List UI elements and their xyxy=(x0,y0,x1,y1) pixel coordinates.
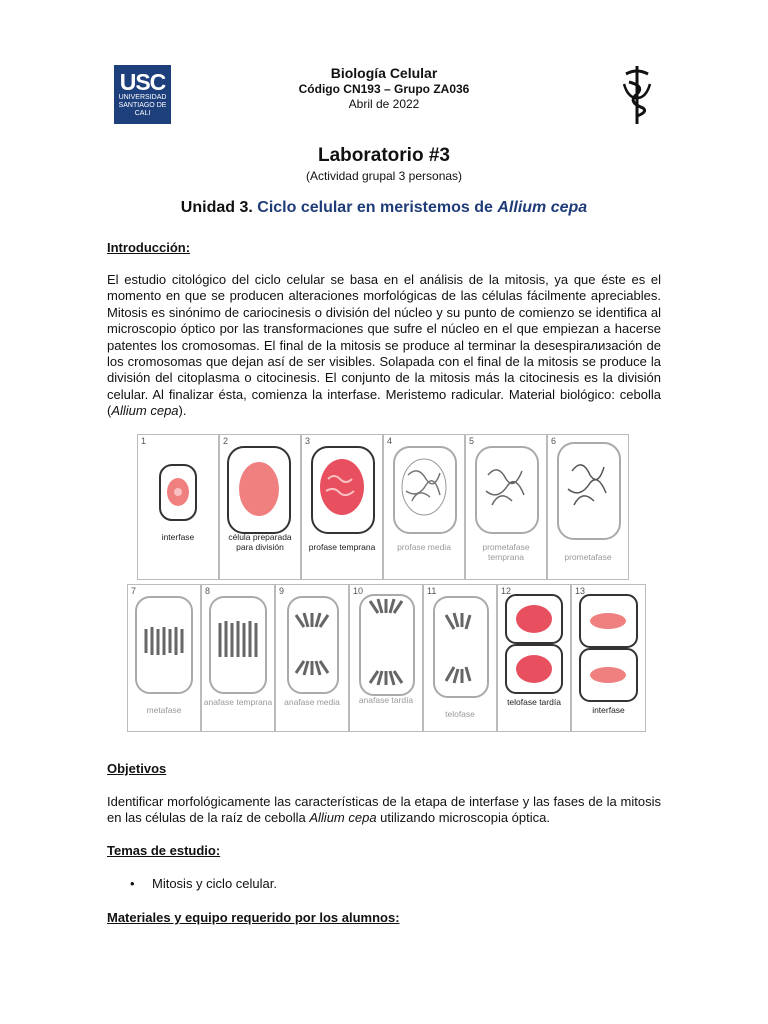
intro-body-end: ). xyxy=(178,403,187,419)
lab-title: Laboratorio #3 xyxy=(318,145,450,166)
unit-title xyxy=(0,199,768,217)
course-title: Biología Celular xyxy=(330,65,438,81)
cell-label: profase temprana xyxy=(308,542,376,552)
figure-cell: 1 interfase xyxy=(137,434,219,580)
intro-paragraph xyxy=(107,272,661,420)
objectives-heading: Objetivos xyxy=(107,761,167,776)
unit-species: Allium cepa xyxy=(497,199,588,216)
cell-label: profase media xyxy=(397,542,451,552)
mitosis-figure xyxy=(127,434,644,730)
cell-label: anafase media xyxy=(284,697,340,707)
objectives-body: Identificar morfológicamente las características de la etapa de interfase y las fases de la mitosis en las células de la raíz de cebolla xyxy=(107,794,661,826)
materials-heading: Materiales y equipo requerido por los alumnos: xyxy=(107,910,400,925)
intro-species: Allium cepa xyxy=(111,403,179,419)
objectives-species: Allium cepa xyxy=(309,810,377,826)
objectives-paragraph xyxy=(107,794,661,827)
figure-cell: 3 profase temprana xyxy=(301,434,383,580)
cell-label: interfase xyxy=(592,705,625,715)
figure-cell: 4 profase media xyxy=(383,434,465,580)
cell-label: interfase xyxy=(161,532,195,542)
logo-text: USC xyxy=(119,69,166,95)
cell-label: prometafase xyxy=(564,552,612,562)
figure-cell: 7 metafase xyxy=(127,584,201,732)
figure-cell: 2 célula preparada para división xyxy=(219,434,301,580)
figure-cell: 5 prometafase temprana xyxy=(465,434,547,580)
bullet-icon: • xyxy=(130,876,135,891)
logo-subtext: UNIVERSIDAD SANTIAGO DE CALI xyxy=(118,94,167,117)
figure-cell: 11 telofase xyxy=(423,584,497,732)
course-code: Código CN193 – Grupo ZA036 xyxy=(298,82,470,96)
cell-label: telofase tardía xyxy=(507,697,561,707)
intro-body: El estudio citológico del ciclo celular se basa en el análisis de la mitosis, ya que éste es el momento en que se producen alteraciones morfológicas de las células fácilmente apreciables. Mitosis es sinónimo de cariocinesis o división del núcleo y su punto de comienzo se identifica al microscopio óptico por las transformaciones que sufre el núcleo en el que empiezan a hacerse patentes los cromosomas. El final de la mitosis se produce al terminar la desespirализación de los cromosomas que dejan así de ser visibles. Solapada con el final de la mitosis se produce la división del citoplasma o citocinesis. El conjunto de la mitosis más la citocinesis es la división celular. Al finalizar ésta, comienza la interfase. Meristemo radicular. Material biológico: cebolla ( xyxy=(107,272,661,419)
unit-name: Ciclo celular en meristemos de xyxy=(257,199,493,216)
cell-label: célula preparada para división xyxy=(228,532,292,552)
cell-label: prometafase temprana xyxy=(482,542,530,562)
cell-label: telofase xyxy=(445,709,475,719)
intro-heading: Introducción: xyxy=(107,240,191,255)
unit-prefix: Unidad 3. xyxy=(180,199,253,216)
course-date: Abril de 2022 xyxy=(348,97,420,111)
list-item: Mitosis y ciclo celular. xyxy=(152,876,277,891)
cell-label: anafase tardía xyxy=(358,695,414,705)
topics-heading: Temas de estudio: xyxy=(107,843,221,858)
figure-cell: 8 anafase temprana xyxy=(201,584,275,732)
objectives-body-end: utilizando microscopia óptica. xyxy=(376,810,550,826)
cell-label: metafase xyxy=(146,705,182,715)
lab-subtitle: (Actividad grupal 3 personas) xyxy=(305,169,463,183)
figure-cell: 13 interfase xyxy=(571,584,646,732)
figure-cell: 6 prometafase xyxy=(547,434,629,580)
figure-cell: 9 anafase media xyxy=(275,584,349,732)
figure-cell: 10 anafase tardía xyxy=(349,584,423,732)
cell-label: anafase temprana xyxy=(203,697,273,707)
figure-cell: 12 telofase tardía xyxy=(497,584,571,732)
